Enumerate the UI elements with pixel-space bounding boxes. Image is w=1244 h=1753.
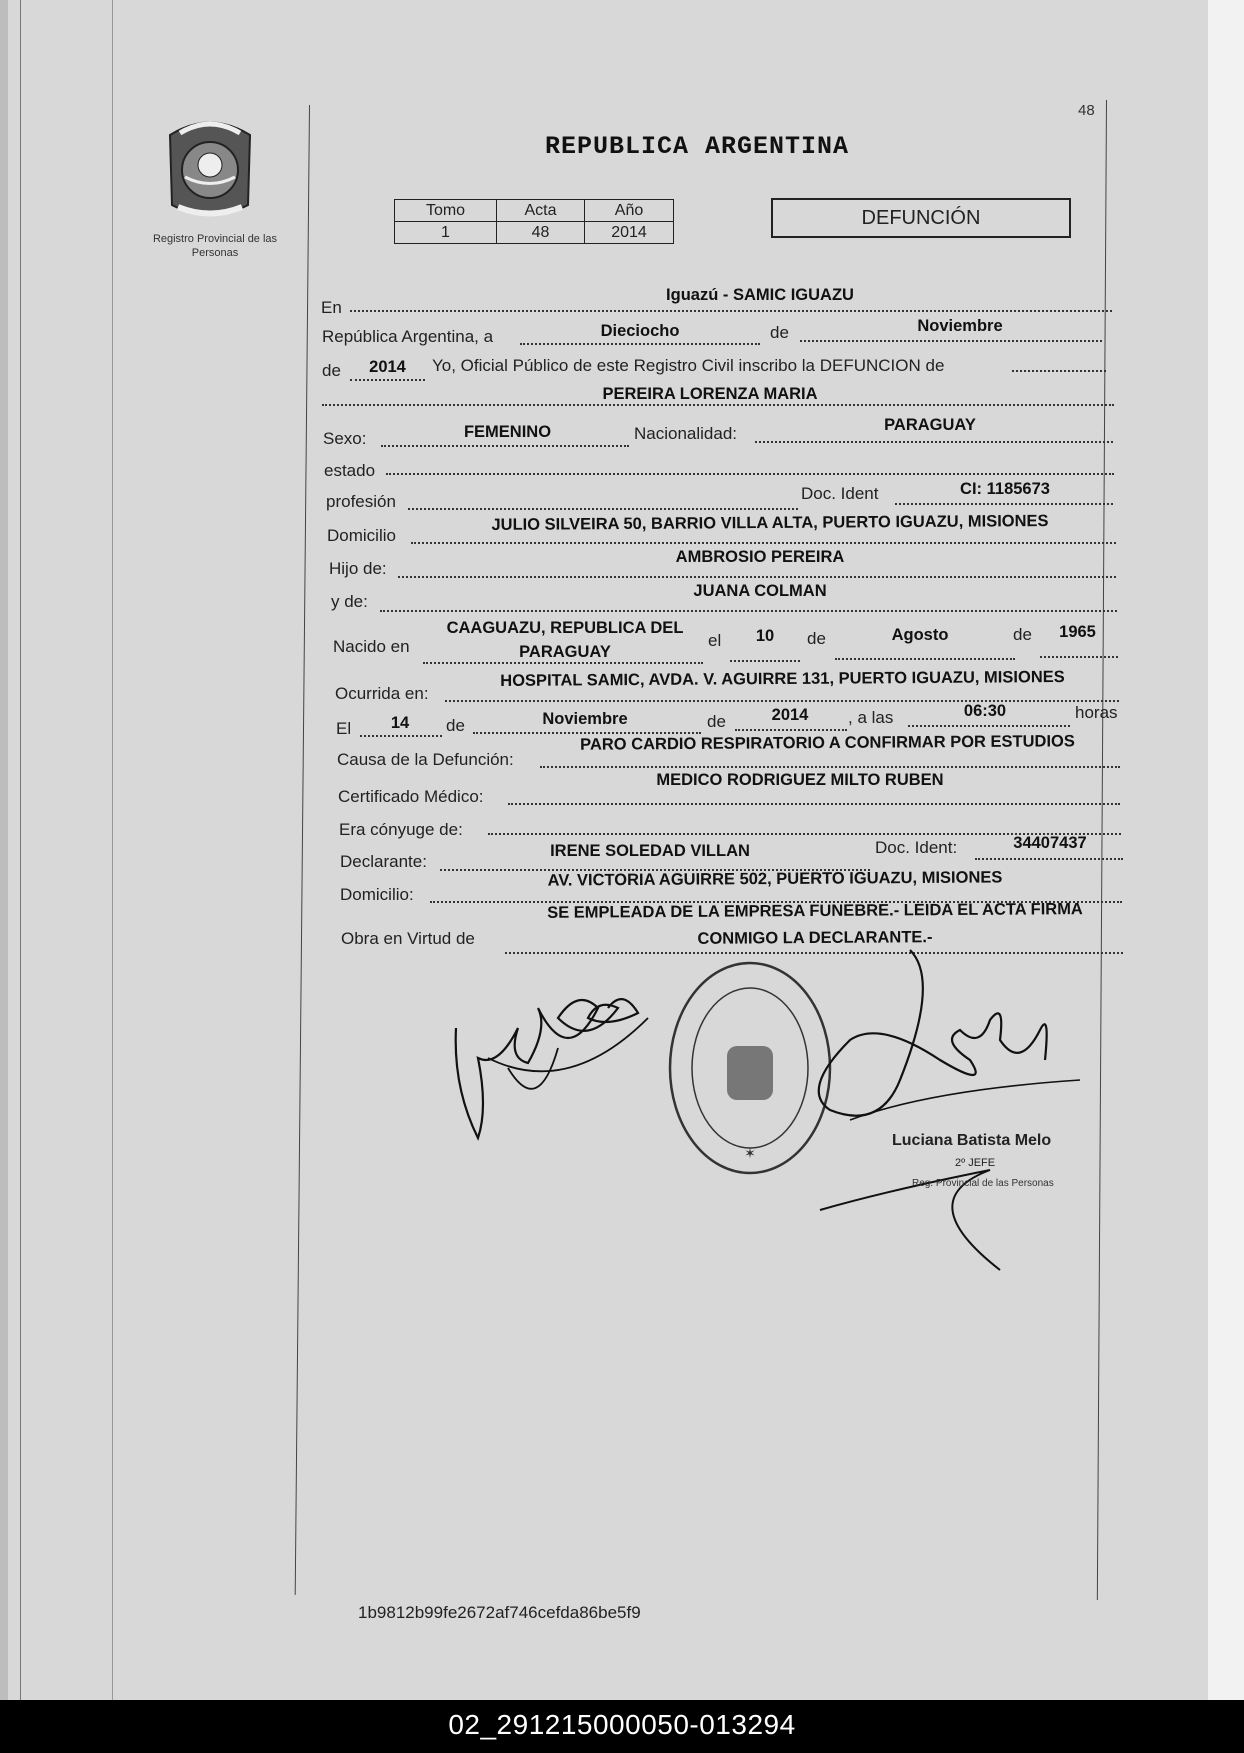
field-certificado: MEDICO RODRIGUEZ MILTO RUBEN — [656, 771, 944, 789]
document-type-box: DEFUNCIÓN — [771, 198, 1071, 238]
label-y-de: y de: — [331, 592, 368, 611]
label-doc-ident-2: Doc. Ident: — [875, 838, 958, 857]
label-certificado: Certificado Médico: — [338, 787, 484, 806]
field-line — [735, 729, 847, 731]
field-dia: Dieciocho — [600, 322, 680, 340]
field-line — [730, 660, 800, 662]
label-de: de — [807, 629, 826, 648]
label-a-las: , a las — [848, 708, 894, 727]
field-def-dia: 14 — [390, 714, 410, 732]
label-en: En — [321, 298, 342, 317]
field-line — [800, 340, 1102, 342]
field-padre: AMBROSIO PEREIRA — [675, 548, 845, 566]
field-line — [1040, 656, 1118, 658]
page-edge — [1208, 0, 1244, 1700]
label-sexo: Sexo: — [323, 429, 367, 448]
misiones-seal-icon — [160, 115, 260, 225]
field-line — [350, 379, 425, 381]
field-line — [322, 404, 1114, 406]
official-role: 2º JEFE — [955, 1157, 996, 1169]
official-signature-icon — [790, 940, 1090, 1280]
label-domicilio-2: Domicilio: — [340, 885, 414, 904]
field-nac-dia: 10 — [755, 627, 775, 645]
margin-line — [20, 0, 21, 1700]
field-declarante: IRENE SOLEDAD VILLAN — [550, 842, 750, 860]
field-def-mes: Noviembre — [542, 710, 628, 728]
document-hash: 1b9812b99fe2672af746cefda86be5f9 — [358, 1603, 641, 1622]
label-declarante: Declarante: — [340, 852, 427, 871]
field-lugar: Iguazú - SAMIC IGUAZU — [666, 286, 854, 304]
label-de: de — [707, 712, 726, 731]
label-El: El — [336, 719, 352, 738]
document-title: REPUBLICA ARGENTINA — [545, 132, 850, 161]
field-line — [360, 735, 442, 737]
field-ocurrida: HOSPITAL SAMIC, AVDA. V. AGUIRRE 131, PUERTO IGUAZU, MISIONES — [500, 668, 1065, 690]
field-line — [908, 725, 1070, 727]
label-inscribo: Yo, Oficial Público de este Registro Civil inscribo la DEFUNCION de — [432, 356, 945, 375]
field-line — [386, 473, 1114, 475]
field-sexo: FEMENINO — [463, 423, 552, 441]
declarant-signature-icon — [448, 968, 658, 1148]
value-tomo: 1 — [395, 222, 497, 244]
field-line — [1012, 370, 1106, 372]
label-republica: República Argentina, a — [322, 327, 494, 346]
field-line — [540, 766, 1120, 768]
label-nacionalidad: Nacionalidad: — [634, 424, 738, 443]
value-acta: 48 — [497, 222, 585, 244]
label-obra: Obra en Virtud de — [341, 929, 475, 948]
official-name: Luciana Batista Melo — [892, 1132, 1052, 1149]
footer-document-id: 02_291215000050-013294 — [0, 1700, 1244, 1753]
field-doc-ident: CI: 1185673 — [960, 480, 1050, 498]
label-el: el — [708, 631, 722, 650]
header-acta: Acta — [497, 200, 585, 222]
margin-line — [112, 0, 113, 1700]
field-line — [350, 310, 1112, 312]
field-line — [508, 803, 1120, 805]
label-de: de — [322, 361, 341, 380]
field-declarante-doc: 34407437 — [1013, 834, 1087, 852]
header-tomo: Tomo — [395, 200, 497, 222]
field-madre: JUANA COLMAN — [693, 582, 827, 600]
label-estado: estado — [324, 461, 376, 480]
label-doc-ident: Doc. Ident — [801, 484, 879, 503]
value-anio: 2014 — [585, 222, 674, 244]
label-de: de — [446, 716, 465, 735]
page-number: 48 — [1078, 102, 1095, 119]
field-line — [975, 858, 1123, 860]
label-causa: Causa de la Defunción: — [337, 750, 514, 769]
field-line — [380, 610, 1117, 612]
field-line — [835, 658, 1015, 660]
label-hijo-de: Hijo de: — [329, 559, 387, 578]
field-line — [473, 732, 701, 734]
official-office: Reg. Provincial de las Personas — [912, 1178, 1054, 1189]
field-anio: 2014 — [369, 358, 406, 376]
field-nacido-line2: PARAGUAY — [519, 643, 611, 661]
field-nac-anio: 1965 — [1059, 623, 1096, 641]
field-line — [411, 542, 1116, 544]
field-nac-mes: Agosto — [891, 626, 949, 644]
svg-text:✶: ✶ — [744, 1145, 756, 1161]
field-declarante-domicilio: AV. VICTORIA AGUIRRE 502, PUERTO IGUAZU, MISIONES — [547, 868, 1003, 890]
field-def-anio: 2014 — [771, 706, 809, 724]
label-de: de — [1013, 625, 1032, 644]
field-line — [423, 662, 703, 664]
field-line — [755, 441, 1113, 443]
header-anio: Año — [585, 200, 674, 222]
label-profesion: profesión — [326, 492, 396, 511]
field-nacionalidad: PARAGUAY — [884, 416, 976, 434]
field-line — [398, 576, 1116, 578]
record-table — [394, 199, 674, 244]
field-line — [520, 343, 760, 345]
field-domicilio: JULIO SILVEIRA 50, BARRIO VILLA ALTA, PUERTO IGUAZU, MISIONES — [491, 512, 1049, 534]
field-line — [408, 508, 798, 510]
field-line — [895, 503, 1113, 505]
field-nacido-line1: CAAGUAZU, REPUBLICA DEL — [446, 619, 684, 637]
field-obra-line2: CONMIGO LA DECLARANTE.- — [697, 928, 933, 948]
field-obra-line1: SE EMPLEADA DE LA EMPRESA FUNEBRE.- LEIDA EL ACTA FIRMA — [547, 900, 1083, 922]
label-ocurrida-en: Ocurrida en: — [335, 684, 429, 703]
field-mes: Noviembre — [917, 317, 1003, 335]
registry-label: Registro Provincial de las Personas — [152, 233, 278, 259]
label-domicilio: Domicilio — [327, 526, 396, 545]
label-nacido-en: Nacido en — [333, 637, 410, 656]
label-conyuge: Era cónyuge de: — [339, 820, 463, 839]
field-hora: 06:30 — [963, 702, 1007, 720]
field-causa: PARO CARDIO RESPIRATORIO A CONFIRMAR POR ESTUDIOS — [580, 732, 1075, 754]
label-horas: horas — [1075, 703, 1118, 722]
field-nombre: PEREIRA LORENZA MARIA — [602, 385, 818, 403]
label-de: de — [770, 323, 789, 342]
field-line — [381, 445, 629, 447]
